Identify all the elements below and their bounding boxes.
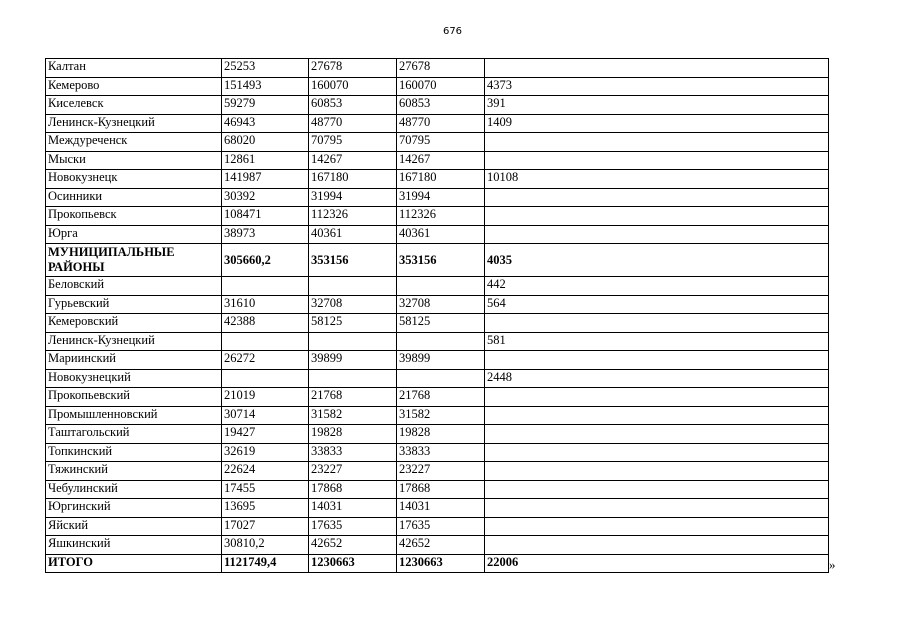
value-cell-3: 17635 bbox=[397, 517, 485, 536]
table-body bbox=[46, 59, 829, 573]
value-cell-4: 581 bbox=[485, 332, 829, 351]
value-cell-3: 70795 bbox=[397, 133, 485, 152]
value-cell-4: 1409 bbox=[485, 114, 829, 133]
table-row bbox=[46, 462, 829, 481]
value-cell-3: 14031 bbox=[397, 499, 485, 518]
value-cell-2 bbox=[309, 277, 397, 296]
territory-name-cell: Ленинск-Кузнецкий bbox=[46, 114, 222, 133]
value-cell-4: 391 bbox=[485, 96, 829, 115]
value-cell-1: 17455 bbox=[222, 480, 309, 499]
territory-name-cell: Гурьевский bbox=[46, 295, 222, 314]
value-cell-2: 17868 bbox=[309, 480, 397, 499]
territory-name-cell: Юрга bbox=[46, 225, 222, 244]
value-cell-3: 33833 bbox=[397, 443, 485, 462]
data-table bbox=[45, 58, 829, 573]
territory-name-cell: Топкинский bbox=[46, 443, 222, 462]
value-cell-3: 19828 bbox=[397, 425, 485, 444]
table-row bbox=[46, 114, 829, 133]
value-cell-3: 60853 bbox=[397, 96, 485, 115]
table-row bbox=[46, 151, 829, 170]
value-cell-2: 42652 bbox=[309, 536, 397, 555]
value-cell-1: 17027 bbox=[222, 517, 309, 536]
value-cell-4 bbox=[485, 425, 829, 444]
value-cell-1: 1121749,4 bbox=[222, 554, 309, 573]
value-cell-2: 21768 bbox=[309, 388, 397, 407]
value-cell-4 bbox=[485, 406, 829, 425]
value-cell-3: 14267 bbox=[397, 151, 485, 170]
value-cell-1: 21019 bbox=[222, 388, 309, 407]
value-cell-2: 48770 bbox=[309, 114, 397, 133]
table-row bbox=[46, 517, 829, 536]
value-cell-3: 17868 bbox=[397, 480, 485, 499]
value-cell-3: 31994 bbox=[397, 188, 485, 207]
value-cell-3: 42652 bbox=[397, 536, 485, 555]
value-cell-4 bbox=[485, 443, 829, 462]
territory-name-cell: Киселевск bbox=[46, 96, 222, 115]
value-cell-4: 564 bbox=[485, 295, 829, 314]
value-cell-4 bbox=[485, 499, 829, 518]
territory-name-cell: Юргинский bbox=[46, 499, 222, 518]
value-cell-2: 167180 bbox=[309, 170, 397, 189]
territory-name-cell: Промышленновский bbox=[46, 406, 222, 425]
territory-name-cell: Таштагольский bbox=[46, 425, 222, 444]
value-cell-1: 151493 bbox=[222, 77, 309, 96]
value-cell-3: 160070 bbox=[397, 77, 485, 96]
value-cell-2: 40361 bbox=[309, 225, 397, 244]
value-cell-1: 30392 bbox=[222, 188, 309, 207]
value-cell-2: 1230663 bbox=[309, 554, 397, 573]
value-cell-4: 4035 bbox=[485, 244, 829, 277]
table-row bbox=[46, 314, 829, 333]
value-cell-4 bbox=[485, 151, 829, 170]
value-cell-4: 22006 bbox=[485, 554, 829, 573]
value-cell-1: 141987 bbox=[222, 170, 309, 189]
value-cell-1: 22624 bbox=[222, 462, 309, 481]
table-row bbox=[46, 225, 829, 244]
value-cell-2: 112326 bbox=[309, 207, 397, 226]
value-cell-3: 48770 bbox=[397, 114, 485, 133]
value-cell-1 bbox=[222, 369, 309, 388]
table-row bbox=[46, 499, 829, 518]
value-cell-1: 13695 bbox=[222, 499, 309, 518]
value-cell-3: 39899 bbox=[397, 351, 485, 370]
value-cell-2: 160070 bbox=[309, 77, 397, 96]
value-cell-4 bbox=[485, 225, 829, 244]
section-header-row bbox=[46, 244, 829, 277]
territory-name-cell: Беловский bbox=[46, 277, 222, 296]
value-cell-3: 27678 bbox=[397, 59, 485, 78]
value-cell-4 bbox=[485, 133, 829, 152]
value-cell-2: 31994 bbox=[309, 188, 397, 207]
territory-name-cell: Тяжинский bbox=[46, 462, 222, 481]
value-cell-4 bbox=[485, 388, 829, 407]
value-cell-4 bbox=[485, 351, 829, 370]
table-row bbox=[46, 332, 829, 351]
table-row bbox=[46, 77, 829, 96]
value-cell-1 bbox=[222, 277, 309, 296]
value-cell-4 bbox=[485, 462, 829, 481]
territory-name-cell: Яшкинский bbox=[46, 536, 222, 555]
value-cell-2: 32708 bbox=[309, 295, 397, 314]
value-cell-2 bbox=[309, 369, 397, 388]
territory-name-cell: Кемеровский bbox=[46, 314, 222, 333]
territory-name-cell: Мариинский bbox=[46, 351, 222, 370]
value-cell-2: 17635 bbox=[309, 517, 397, 536]
value-cell-2: 27678 bbox=[309, 59, 397, 78]
territory-name-cell: Осинники bbox=[46, 188, 222, 207]
value-cell-4 bbox=[485, 188, 829, 207]
value-cell-2: 23227 bbox=[309, 462, 397, 481]
territory-name-cell: Кемерово bbox=[46, 77, 222, 96]
value-cell-3: 1230663 bbox=[397, 554, 485, 573]
table-row bbox=[46, 406, 829, 425]
table-row bbox=[46, 133, 829, 152]
value-cell-3: 32708 bbox=[397, 295, 485, 314]
value-cell-4: 442 bbox=[485, 277, 829, 296]
territory-name-cell: Мыски bbox=[46, 151, 222, 170]
value-cell-3: 23227 bbox=[397, 462, 485, 481]
value-cell-4 bbox=[485, 314, 829, 333]
value-cell-2: 70795 bbox=[309, 133, 397, 152]
closing-quote: » bbox=[829, 557, 836, 572]
territory-name-cell: Калтан bbox=[46, 59, 222, 78]
value-cell-3 bbox=[397, 369, 485, 388]
value-cell-3: 40361 bbox=[397, 225, 485, 244]
value-cell-1: 59279 bbox=[222, 96, 309, 115]
table-row bbox=[46, 425, 829, 444]
value-cell-1: 19427 bbox=[222, 425, 309, 444]
territory-name-cell: Новокузнецкий bbox=[46, 369, 222, 388]
territory-name-cell: Прокопьевский bbox=[46, 388, 222, 407]
value-cell-3: 353156 bbox=[397, 244, 485, 277]
value-cell-1: 30714 bbox=[222, 406, 309, 425]
value-cell-2: 33833 bbox=[309, 443, 397, 462]
territory-name-cell: МУНИЦИПАЛЬНЫЕ РАЙОНЫ bbox=[46, 244, 222, 277]
table-row bbox=[46, 96, 829, 115]
value-cell-4: 4373 bbox=[485, 77, 829, 96]
value-cell-2: 31582 bbox=[309, 406, 397, 425]
value-cell-1: 26272 bbox=[222, 351, 309, 370]
territory-name-cell: Новокузнецк bbox=[46, 170, 222, 189]
value-cell-1: 42388 bbox=[222, 314, 309, 333]
value-cell-4 bbox=[485, 517, 829, 536]
value-cell-2: 14267 bbox=[309, 151, 397, 170]
territory-name-cell: Междуреченск bbox=[46, 133, 222, 152]
table-row bbox=[46, 369, 829, 388]
table-row bbox=[46, 59, 829, 78]
value-cell-3 bbox=[397, 277, 485, 296]
value-cell-3: 167180 bbox=[397, 170, 485, 189]
value-cell-2: 14031 bbox=[309, 499, 397, 518]
value-cell-2: 58125 bbox=[309, 314, 397, 333]
value-cell-1: 38973 bbox=[222, 225, 309, 244]
table-row bbox=[46, 351, 829, 370]
value-cell-4 bbox=[485, 536, 829, 555]
value-cell-4: 10108 bbox=[485, 170, 829, 189]
table-row bbox=[46, 188, 829, 207]
value-cell-1 bbox=[222, 332, 309, 351]
value-cell-2: 60853 bbox=[309, 96, 397, 115]
value-cell-2: 39899 bbox=[309, 351, 397, 370]
value-cell-2: 353156 bbox=[309, 244, 397, 277]
value-cell-4 bbox=[485, 59, 829, 78]
table-row bbox=[46, 388, 829, 407]
value-cell-3: 31582 bbox=[397, 406, 485, 425]
value-cell-3: 21768 bbox=[397, 388, 485, 407]
value-cell-1: 25253 bbox=[222, 59, 309, 78]
value-cell-3: 58125 bbox=[397, 314, 485, 333]
value-cell-3 bbox=[397, 332, 485, 351]
value-cell-1: 30810,2 bbox=[222, 536, 309, 555]
value-cell-1: 31610 bbox=[222, 295, 309, 314]
value-cell-1: 305660,2 bbox=[222, 244, 309, 277]
territory-name-cell: Прокопьевск bbox=[46, 207, 222, 226]
total-row bbox=[46, 554, 829, 573]
page-number: 676 bbox=[442, 26, 463, 37]
value-cell-2 bbox=[309, 332, 397, 351]
value-cell-1: 46943 bbox=[222, 114, 309, 133]
value-cell-2: 19828 bbox=[309, 425, 397, 444]
value-cell-1: 32619 bbox=[222, 443, 309, 462]
table-row bbox=[46, 295, 829, 314]
table-row bbox=[46, 170, 829, 189]
table-row bbox=[46, 443, 829, 462]
value-cell-3: 112326 bbox=[397, 207, 485, 226]
value-cell-4 bbox=[485, 480, 829, 499]
table-row bbox=[46, 207, 829, 226]
value-cell-4 bbox=[485, 207, 829, 226]
value-cell-1: 68020 bbox=[222, 133, 309, 152]
territory-name-cell: Яйский bbox=[46, 517, 222, 536]
table-row bbox=[46, 480, 829, 499]
table-row bbox=[46, 277, 829, 296]
table-row bbox=[46, 536, 829, 555]
territory-name-cell: Ленинск-Кузнецкий bbox=[46, 332, 222, 351]
value-cell-1: 108471 bbox=[222, 207, 309, 226]
territory-name-cell: Чебулинский bbox=[46, 480, 222, 499]
value-cell-4: 2448 bbox=[485, 369, 829, 388]
value-cell-1: 12861 bbox=[222, 151, 309, 170]
territory-name-cell: ИТОГО bbox=[46, 554, 222, 573]
